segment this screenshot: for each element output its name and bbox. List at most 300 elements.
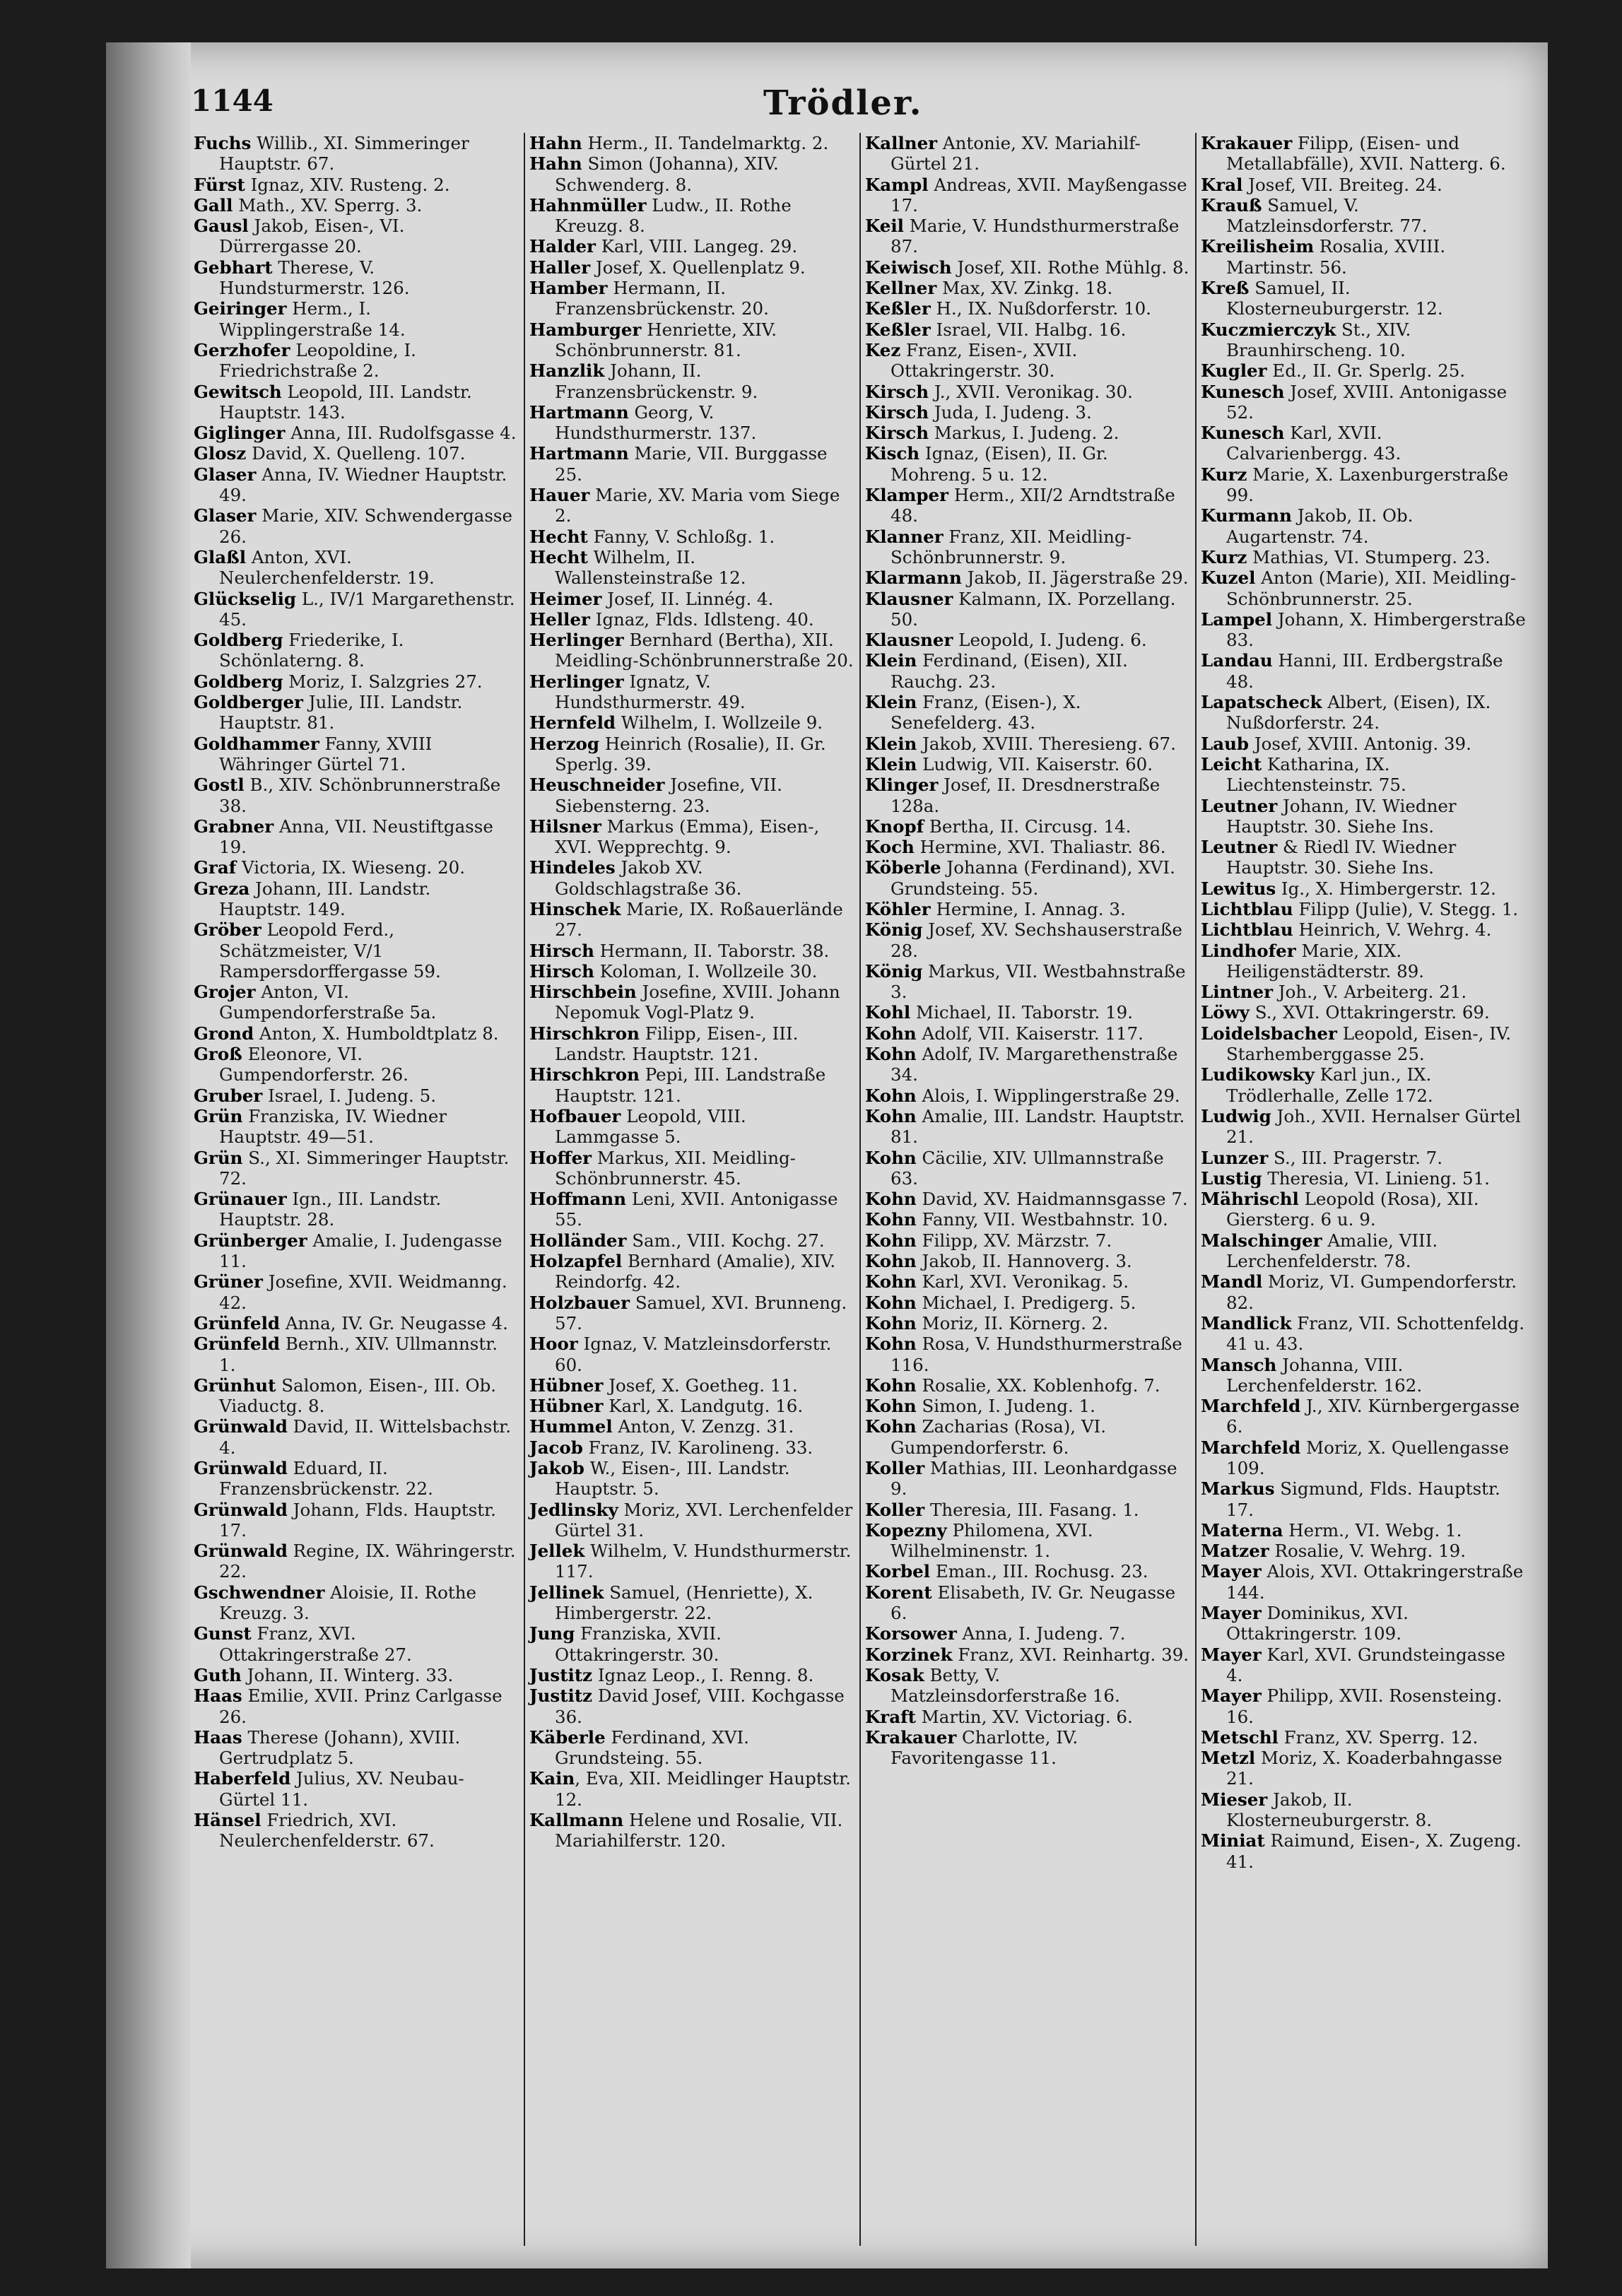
- directory-entry: [1201, 982, 1527, 1002]
- directory-entry: [865, 1085, 1189, 1106]
- entry-details: W., Eisen-, III. Landstr. Hauptstr. 5.: [555, 1458, 790, 1500]
- entry-surname: Justitz: [529, 1685, 593, 1707]
- directory-entry: [865, 1044, 1189, 1085]
- entry-details: Franz, Eisen-, XVII. Ottakringerstr. 30.: [891, 339, 1078, 382]
- directory-entry: [529, 1396, 854, 1416]
- directory-entry: [865, 443, 1189, 485]
- entry-surname: Gunst: [194, 1623, 252, 1644]
- entry-details: Ludw., II. Rothe Kreuzg. 8.: [555, 194, 792, 237]
- entry-details: Herm., XII/2 Arndtstraße 48.: [891, 485, 1175, 526]
- entry-details: Leni, XVII. Antonigasse 55.: [555, 1189, 838, 1230]
- entry-details: Fanny, VII. Westbahnstr. 10.: [916, 1209, 1168, 1230]
- directory-entry: [529, 1500, 854, 1541]
- entry-surname: Kurz: [1201, 464, 1247, 485]
- entry-surname: Kosak: [865, 1664, 924, 1685]
- entry-surname: Kopezny: [865, 1519, 947, 1541]
- entry-details: Filipp, (Eisen- und Metallabfälle), XVII. Natterg. 6.: [1226, 133, 1506, 175]
- entry-details: Bernhard (Amalie), XIV. Reindorfg. 42.: [555, 1251, 836, 1293]
- directory-entry: [865, 775, 1189, 816]
- entry-surname: Landau: [1201, 650, 1273, 671]
- entry-details: Herm., I. Wipplingerstraße 14.: [219, 298, 406, 340]
- entry-surname: König: [865, 919, 923, 941]
- entry-surname: Kez: [865, 339, 901, 360]
- entry-details: Regine, IX. Währingerstr. 22.: [219, 1541, 516, 1582]
- entry-surname: Hindeles: [529, 857, 616, 878]
- entry-details: Betty, V. Matzleinsdorferstraße 16.: [891, 1664, 1120, 1707]
- entry-details: Markus, XII. Meidling-Schönbrunnerstr. 45.: [555, 1147, 796, 1189]
- entry-surname: Groß: [194, 1044, 242, 1065]
- entry-details: Georg, V. Hundsthurmerstr. 137.: [555, 401, 757, 444]
- directory-entry: [865, 1375, 1189, 1396]
- entry-surname: Korbel: [865, 1561, 931, 1582]
- entry-surname: Leicht: [1201, 753, 1262, 775]
- entry-details: Alois, I. Wipplingerstraße 29.: [916, 1085, 1180, 1106]
- entry-surname: Gebhart: [194, 257, 273, 278]
- entry-surname: Hirschbein: [529, 982, 637, 1003]
- directory-entry: [1201, 734, 1527, 754]
- directory-entry: [865, 1189, 1189, 1209]
- directory-entry: [865, 216, 1189, 257]
- directory-entry: [194, 1541, 518, 1582]
- entry-surname: Glaser: [194, 464, 257, 485]
- entry-details: Josef, XVIII. Antonigasse 52.: [1226, 381, 1508, 423]
- directory-entry: [1201, 1168, 1527, 1189]
- directory-entry: [194, 1044, 518, 1085]
- directory-entry: [865, 485, 1189, 526]
- entry-details: Marie, XV. Maria vom Siege 2.: [555, 485, 840, 526]
- directory-entry: [1201, 1437, 1527, 1479]
- entry-surname: Haas: [194, 1726, 242, 1748]
- entry-surname: Materna: [1201, 1519, 1283, 1541]
- directory-entry: [529, 630, 854, 671]
- directory-entry: [865, 857, 1189, 899]
- entry-surname: Leutner: [1201, 837, 1278, 858]
- entry-surname: Köberle: [865, 857, 941, 878]
- entry-surname: Mayer: [1201, 1644, 1262, 1665]
- directory-entry: [865, 1106, 1189, 1148]
- entry-details: Charlotte, IV. Favoritengasse 11.: [891, 1726, 1079, 1769]
- entry-details: Jakob, II. Klosterneuburgerstr. 8.: [1226, 1789, 1433, 1831]
- entry-details: Julius, XV. Neubau-Gürtel 11.: [219, 1768, 464, 1810]
- entry-surname: Hoffer: [529, 1147, 592, 1168]
- entry-surname: Hartmann: [529, 443, 629, 464]
- entry-details: Leopold, I. Judeng. 6.: [953, 630, 1147, 651]
- entry-surname: Hübner: [529, 1396, 604, 1417]
- directory-entry: [865, 175, 1189, 216]
- entry-details: Josefine, VII. Siebensterng. 23.: [555, 775, 782, 816]
- page-number: 1144: [191, 83, 274, 118]
- entry-details: Franz, IV. Karolineng. 33.: [582, 1437, 813, 1458]
- entry-details: Moriz, VI. Gumpendorferstr. 82.: [1226, 1271, 1517, 1313]
- directory-entry: [865, 402, 1189, 423]
- entry-surname: Hartmann: [529, 401, 629, 423]
- entry-surname: Gewitsch: [194, 381, 282, 402]
- directory-entry: [865, 319, 1189, 340]
- entry-surname: Mandl: [1201, 1271, 1263, 1293]
- entry-surname: Lunzer: [1201, 1147, 1269, 1168]
- directory-entry: [529, 589, 854, 609]
- entry-details: Raimund, Eisen-, X. Zugeng. 41.: [1226, 1830, 1522, 1872]
- entry-surname: Kohn: [865, 1334, 917, 1355]
- entry-surname: Kunesch: [1201, 381, 1285, 402]
- entry-surname: Gall: [194, 194, 233, 216]
- entry-surname: Hirschkron: [529, 1064, 640, 1085]
- entry-details: Leopold (Rosa), XII. Giersterg. 6 u. 9.: [1226, 1189, 1479, 1230]
- entry-details: Moriz, II. Körnerg. 2.: [916, 1312, 1109, 1334]
- directory-entry: [194, 1416, 518, 1458]
- directory-entry: [865, 1251, 1189, 1271]
- entry-surname: Krauß: [1201, 194, 1262, 216]
- entry-details: J., XVII. Veronikag. 30.: [929, 381, 1133, 402]
- entry-details: Herm., VI. Webg. 1.: [1283, 1519, 1462, 1541]
- entry-details: Marie, XIV. Schwendergasse 26.: [219, 505, 512, 547]
- entry-surname: Holzapfel: [529, 1251, 623, 1272]
- directory-entry: [865, 1707, 1189, 1727]
- entry-details: Therese, V. Hundsturmerstr. 126.: [219, 257, 410, 299]
- entry-surname: Kain: [529, 1768, 575, 1789]
- directory-entry: [529, 1416, 854, 1437]
- entry-details: Franz, XVI. Ottakringerstraße 27.: [219, 1623, 412, 1665]
- entry-surname: Hänsel: [194, 1810, 261, 1831]
- entry-surname: Jellek: [529, 1541, 585, 1562]
- entry-surname: Hofbauer: [529, 1105, 621, 1126]
- entry-surname: Löwy: [1201, 1002, 1250, 1023]
- entry-details: Anton, X. Humboldtplatz 8.: [254, 1023, 499, 1044]
- directory-entry: [1201, 1685, 1527, 1727]
- entry-details: Samuel, XVI. Brunneng. 57.: [555, 1292, 847, 1334]
- directory-entry: [194, 1189, 518, 1230]
- entry-details: Heinrich (Rosalie), II. Gr. Sperlg. 39.: [555, 733, 826, 775]
- entry-surname: Kugler: [1201, 360, 1267, 382]
- entry-details: Eleonore, VI. Gumpendorferstr. 26.: [219, 1044, 409, 1085]
- directory-entry: [529, 485, 854, 526]
- entry-surname: Mayer: [1201, 1603, 1262, 1624]
- directory-entry: [1201, 878, 1527, 899]
- entry-details: Ignaz, Flds. Idlsteng. 40.: [589, 608, 814, 630]
- entry-surname: Kohn: [865, 1271, 917, 1293]
- directory-entry: [529, 236, 854, 257]
- entry-details: J., XIV. Kürnbergergasse 6.: [1226, 1396, 1520, 1437]
- directory-entry: [194, 1665, 518, 1685]
- directory-entry: [865, 526, 1189, 568]
- entry-details: Leopold Ferd., Schätzmeister, V/1 Rampersdorffergasse 59.: [219, 919, 441, 982]
- directory-entry: [865, 1623, 1189, 1644]
- entry-surname: Hecht: [529, 546, 588, 567]
- entry-details: Franz, (Eisen-), X. Senefelderg. 43.: [891, 692, 1081, 734]
- directory-entry: [865, 1023, 1189, 1044]
- directory-entry: [529, 609, 854, 630]
- directory-entry: [1201, 567, 1527, 609]
- entry-details: Bernhard (Bertha), XII. Meidling-Schönbrunnerstraße 20.: [555, 630, 854, 671]
- directory-entry: [865, 298, 1189, 319]
- entry-details: Filipp, XV. Märzstr. 7.: [916, 1230, 1112, 1251]
- entry-details: Franz, XV. Sperrg. 12.: [1278, 1726, 1479, 1748]
- entry-surname: Hecht: [529, 526, 588, 547]
- directory-entry: [865, 1148, 1189, 1189]
- entry-surname: Kampl: [865, 174, 929, 195]
- directory-entry: [194, 1271, 518, 1313]
- directory-entry: [865, 1561, 1189, 1582]
- entry-surname: Jellinek: [529, 1582, 604, 1603]
- entry-surname: Korent: [865, 1582, 932, 1603]
- entry-details: Jakob, II. Hannoverg. 3.: [916, 1251, 1132, 1272]
- directory-entry: [865, 1396, 1189, 1416]
- entry-details: Wilhelm, II. Wallensteinstraße 12.: [555, 546, 746, 589]
- entry-surname: Kurz: [1201, 546, 1247, 567]
- entry-surname: Hummel: [529, 1416, 613, 1437]
- directory-entry: [1201, 1727, 1527, 1748]
- entry-surname: Kohn: [865, 1416, 917, 1437]
- entry-details: S., XI. Simmeringer Hauptstr. 72.: [219, 1147, 510, 1189]
- entry-details: Sigmund, Flds. Hauptstr. 17.: [1226, 1478, 1500, 1520]
- entry-details: Karl jun., IX. Trödlerhalle, Zelle 172.: [1226, 1064, 1433, 1106]
- entry-details: Eman., III. Rochusg. 23.: [930, 1561, 1148, 1582]
- directory-entry: [529, 899, 854, 941]
- entry-surname: Keßler: [865, 319, 931, 340]
- entry-details: Joh., V. Arbeiterg. 21.: [1272, 982, 1467, 1003]
- entry-details: Ignaz, (Eisen), II. Gr. Mohreng. 5 u. 12.: [891, 443, 1108, 485]
- entry-surname: Heimer: [529, 588, 602, 609]
- directory-entry: [1201, 278, 1527, 319]
- entry-surname: Geiringer: [194, 298, 287, 319]
- directory-entry: [1201, 1106, 1527, 1148]
- entry-surname: Mandlick: [1201, 1312, 1292, 1334]
- entry-surname: Holländer: [529, 1230, 627, 1251]
- directory-entry: [1201, 1561, 1527, 1603]
- entry-surname: Grünwald: [194, 1458, 288, 1478]
- directory-entry: [529, 712, 854, 733]
- entry-surname: Hahn: [529, 133, 582, 153]
- entry-details: Math., XV. Sperrg. 3.: [233, 194, 423, 216]
- directory-entry: [1201, 692, 1527, 734]
- entry-surname: Hirsch: [529, 960, 594, 982]
- entry-details: Anton, XVI. Neulerchenfelderstr. 19.: [219, 546, 435, 589]
- entry-surname: Mayer: [1201, 1561, 1262, 1582]
- directory-entry: [865, 423, 1189, 443]
- entry-details: Therese (Johann), XVIII. Gertrudplatz 5.: [219, 1726, 461, 1769]
- directory-entry: [529, 195, 854, 237]
- directory-entry: [194, 1582, 518, 1624]
- directory-entry: [194, 298, 518, 340]
- entry-surname: Haberfeld: [194, 1768, 291, 1789]
- entry-surname: Greza: [194, 878, 250, 899]
- entry-details: Rosa, V. Hundsthurmerstraße 116.: [891, 1334, 1182, 1375]
- directory-entry: [865, 589, 1189, 630]
- entry-details: David, X. Quelleng. 107.: [246, 443, 466, 464]
- entry-details: Marie, VII. Burggasse 25.: [555, 443, 828, 485]
- entry-details: Josef, X. Goetheg. 11.: [603, 1374, 798, 1396]
- entry-details: Samuel, (Henriette), X. Himbergerstr. 22.: [555, 1582, 813, 1624]
- entry-surname: Lapatscheck: [1201, 692, 1322, 713]
- entry-surname: Miniat: [1201, 1830, 1265, 1851]
- entry-surname: Marchfeld: [1201, 1437, 1301, 1458]
- directory-entry: [194, 216, 518, 257]
- entry-surname: Halder: [529, 236, 596, 257]
- page-title: Trödler.: [763, 83, 923, 123]
- directory-entry: [1201, 1748, 1527, 1789]
- directory-entry: [865, 816, 1189, 837]
- directory-entry: [194, 382, 518, 423]
- directory-entry: [529, 734, 854, 775]
- directory-entry: [865, 382, 1189, 402]
- entry-surname: Kreß: [1201, 278, 1250, 299]
- entry-surname: Lichtblau: [1201, 898, 1293, 919]
- directory-entry: [865, 1002, 1189, 1023]
- directory-entry: [194, 1230, 518, 1272]
- entry-surname: Kallmann: [529, 1810, 624, 1831]
- entry-surname: Heuschneider: [529, 775, 665, 796]
- entry-details: Ignatz, V. Hundsthurmerstr. 49.: [555, 671, 746, 713]
- entry-surname: Grünauer: [194, 1189, 287, 1210]
- entry-surname: Kohn: [865, 1189, 917, 1210]
- directory-entry: [865, 133, 1189, 175]
- entry-details: Alois, XVI. Ottakringerstraße 144.: [1226, 1561, 1524, 1603]
- entry-surname: Kohn: [865, 1374, 917, 1396]
- entry-details: Marie, IX. Roßauerlände 27.: [555, 898, 843, 941]
- entry-surname: Lindhofer: [1201, 940, 1296, 961]
- directory-entry: [1201, 382, 1527, 423]
- directory-entry: [529, 941, 854, 961]
- entry-details: Hermine, I. Annag. 3.: [930, 898, 1126, 919]
- entry-details: Markus, VII. Westbahnstraße 3.: [891, 960, 1186, 1003]
- entry-surname: Goldberg: [194, 671, 283, 692]
- entry-surname: Kirsch: [865, 401, 929, 423]
- entry-surname: Hirschkron: [529, 1023, 640, 1044]
- entry-details: Emilie, XVII. Prinz Carlgasse 26.: [219, 1685, 503, 1727]
- entry-details: Max, XV. Zinkg. 18.: [936, 278, 1113, 299]
- directory-entry: [194, 857, 518, 878]
- directory-entry: [194, 1685, 518, 1727]
- entry-surname: Grabner: [194, 816, 274, 837]
- entry-surname: Kisch: [865, 443, 920, 464]
- directory-entry: [529, 547, 854, 589]
- entry-surname: Klausner: [865, 630, 953, 651]
- directory-entry: [1201, 1189, 1527, 1230]
- directory-entry: [194, 175, 518, 195]
- entry-surname: Fürst: [194, 174, 245, 195]
- entry-details: Philomena, XVI. Wilhelminenstr. 1.: [891, 1519, 1093, 1562]
- entry-surname: Justitz: [529, 1664, 593, 1685]
- entry-details: Simon, I. Judeng. 1.: [916, 1396, 1095, 1417]
- entry-surname: Graf: [194, 857, 237, 878]
- entry-details: Wilhelm, V. Hundsthurmerstr. 117.: [555, 1541, 852, 1582]
- entry-surname: Metzl: [1201, 1748, 1256, 1769]
- directory-entry: [529, 816, 854, 858]
- entry-surname: Kirsch: [865, 423, 929, 444]
- entry-details: Franz, XII. Meidling-Schönbrunnerstr. 9.: [891, 526, 1132, 567]
- entry-details: Henriette, XIV. Schönbrunnerstr. 81.: [555, 319, 777, 360]
- entry-details: Johann, II. Winterg. 33.: [241, 1664, 454, 1685]
- entry-details: Anna, IV. Wiedner Hauptstr. 49.: [219, 464, 507, 506]
- directory-entry: [529, 278, 854, 319]
- entry-details: Amalie, VIII. Lerchenfelderstr. 78.: [1226, 1230, 1438, 1272]
- directory-entry: [865, 734, 1189, 754]
- entry-details: Johann, III. Landstr. Hauptstr. 149.: [219, 878, 431, 919]
- entry-surname: Loidelsbacher: [1201, 1023, 1337, 1044]
- entry-details: Elisabeth, IV. Gr. Neugasse 6.: [891, 1582, 1176, 1624]
- entry-surname: Glosz: [194, 443, 247, 464]
- directory-entry: [529, 1623, 854, 1665]
- entry-details: Amalie, I. Judengasse 11.: [219, 1230, 503, 1272]
- directory-entry: [1201, 899, 1527, 919]
- directory-entry: [529, 1251, 854, 1293]
- entry-details: Anna, VII. Neustiftgasse 19.: [219, 816, 493, 858]
- entry-surname: Kohn: [865, 1147, 917, 1168]
- entry-details: Amalie, III. Landstr. Hauptstr. 81.: [891, 1105, 1185, 1148]
- entry-surname: Mayer: [1201, 1685, 1262, 1707]
- entry-details: Marie, V. Hundsthurmerstraße 87.: [891, 216, 1180, 257]
- directory-entry: [865, 1727, 1189, 1769]
- directory-entry: [194, 1085, 518, 1106]
- entry-details: Hermine, XVI. Thaliastr. 86.: [914, 837, 1166, 858]
- directory-entry: [1201, 360, 1527, 381]
- entry-surname: Haas: [194, 1685, 242, 1707]
- entry-surname: Guth: [194, 1664, 242, 1685]
- entry-details: Adolf, IV. Margarethenstraße 34.: [891, 1044, 1178, 1085]
- entry-details: Franz, VII. Schottenfeldg. 41 u. 43.: [1226, 1312, 1525, 1355]
- directory-entry: [1201, 236, 1527, 278]
- entry-surname: Hahn: [529, 153, 582, 175]
- entry-surname: Kraft: [865, 1706, 916, 1727]
- entry-surname: Kallner: [865, 133, 938, 153]
- entry-surname: Grünfeld: [194, 1312, 281, 1334]
- directory-entry: [529, 1375, 854, 1396]
- entry-surname: Giglinger: [194, 423, 286, 444]
- entry-details: Katharina, IX. Liechtensteinstr. 75.: [1226, 753, 1406, 796]
- directory-entry: [1201, 1520, 1527, 1541]
- directory-entry: [529, 671, 854, 713]
- entry-details: Anton, V. Zenzg. 31.: [612, 1416, 794, 1437]
- entry-surname: Goldhammer: [194, 733, 319, 754]
- entry-details: Johann, X. Himbergerstraße 83.: [1226, 608, 1526, 651]
- entry-details: Moriz, I. Salzgries 27.: [283, 671, 483, 692]
- entry-surname: Keßler: [865, 298, 931, 319]
- entry-details: Ign., III. Landstr. Hauptstr. 28.: [219, 1189, 442, 1230]
- directory-entry: [865, 692, 1189, 734]
- entry-surname: Lintner: [1201, 982, 1273, 1003]
- entry-details: Helene und Rosalie, VII. Mariahilferstr. 120.: [555, 1810, 843, 1851]
- entry-details: Johann, Flds. Hauptstr. 17.: [219, 1499, 496, 1541]
- entry-details: Franz, XVI. Reinhartg. 39.: [952, 1644, 1189, 1665]
- entry-details: David, II. Wittelsbachstr. 4.: [219, 1416, 511, 1458]
- entry-details: Friedrich, XVI. Neulerchenfelderstr. 67.: [219, 1810, 435, 1851]
- entry-surname: Grünwald: [194, 1541, 288, 1562]
- entry-surname: Kirsch: [865, 381, 929, 402]
- directory-entry: [529, 1334, 854, 1375]
- entry-details: Antonie, XV. Mariahilf-Gürtel 21.: [891, 133, 1141, 175]
- directory-entry: [865, 1293, 1189, 1313]
- directory-entry: [865, 630, 1189, 650]
- directory-entry: [1201, 464, 1527, 506]
- entry-surname: Klanner: [865, 526, 944, 547]
- entry-surname: Mährischl: [1201, 1189, 1299, 1210]
- directory-entry: [1201, 609, 1527, 651]
- entry-surname: Ludwig: [1201, 1105, 1271, 1126]
- entry-surname: Mansch: [1201, 1354, 1277, 1375]
- entry-details: Albert, (Eisen), IX. Nußdorferstr. 24.: [1226, 692, 1491, 734]
- entry-surname: Kohn: [865, 1105, 917, 1126]
- entry-surname: Keiwisch: [865, 257, 952, 278]
- entry-details: Zacharias (Rosa), VI. Gumpendorferstr. 6.: [891, 1416, 1107, 1458]
- entry-surname: Leutner: [1201, 795, 1278, 816]
- directory-entry: [194, 547, 518, 589]
- entry-details: Jakob, II. Jägerstraße 29.: [961, 567, 1189, 589]
- entry-details: Jakob, II. Ob. Augartenstr. 74.: [1226, 505, 1414, 547]
- entry-details: Leopoldine, I. Friedrichstraße 2.: [219, 339, 416, 382]
- entry-surname: Klamper: [865, 485, 949, 506]
- entry-surname: Keil: [865, 216, 904, 237]
- directory-entry: [1201, 919, 1527, 940]
